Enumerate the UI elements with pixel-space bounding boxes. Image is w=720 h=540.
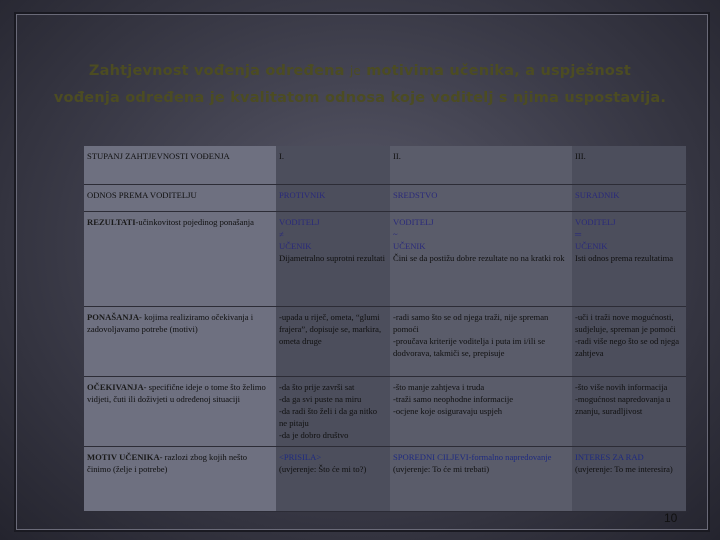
table-row — [84, 377, 686, 447]
table-row — [84, 212, 686, 307]
table-cell: INTERES ZA RAD (uvjerenje: To me interesira) — [572, 447, 686, 512]
table-row — [84, 447, 686, 512]
row-label: STUPANJ ZAHTJEVNOSTI VOĐENJA — [84, 146, 276, 185]
row-label: ODNOS PREMA VODITELJU — [84, 185, 276, 212]
table-cell: -radi samo što se od njega traži, nije spreman pomoći -proučava kriterije voditelja i puta im i/ili se dodvorava, takmiči se, prepisuje — [390, 307, 572, 377]
motivation-table — [84, 146, 686, 512]
table-cell: PROTIVNIK — [276, 185, 390, 212]
table-cell: -što više novih informacija -mogućnost napredovanja u znanju, suradljivost — [572, 377, 686, 447]
table-cell: VODITELJ ~ UČENIK Čini se da postižu dobre rezultate no na kratki rok — [390, 212, 572, 307]
table-cell: -da što prije završi sat -da ga svi puste na miru -da radi što želi i da ga nitko ne pitaju -da je dobro društvo — [276, 377, 390, 447]
table-cell: <PRISILA> (uvjerenje: Što će mi to?) — [276, 447, 390, 512]
row-label: MOTIV UČENIKA- razlozi zbog kojih nešto činimo (želje i potrebe) — [84, 447, 276, 512]
slide-title — [30, 58, 690, 112]
row-label: PONAŠANJA- kojima realiziramo očekivanja i zadovoljavamo potrebe (motivi) — [84, 307, 276, 377]
table-cell: SPOREDNI CILJEVI-formalno napredovanje (uvjerenje: To će mi trebati) — [390, 447, 572, 512]
table-row — [84, 146, 686, 185]
page-number: 10 — [664, 511, 678, 525]
table-cell: -upada u riječ, ometa, “glumi frajera”, dopisuje se, markira, ometa druge — [276, 307, 390, 377]
table-cell: -uči i traži nove mogućnosti, sudjeluje, spreman je pomoći -radi više nego što se od njega zahtjeva — [572, 307, 686, 377]
table-cell: -što manje zahtjeva i truda -traži samo neophodne informacije -ocjene koje osiguravaju uspjeh — [390, 377, 572, 447]
table-cell: III. — [572, 146, 686, 185]
table-cell: VODITELJ ≠ UČENIK Dijametralno suprotni rezultati — [276, 212, 390, 307]
table-cell: SREDSTVO — [390, 185, 572, 212]
title-line-2: vođenja određena je kvalitatom odnosa koje voditelj s njima uspostavija. — [53, 90, 667, 106]
table-cell: II. — [390, 146, 572, 185]
table-row — [84, 185, 686, 212]
row-label: REZULTATI-učinkovitost pojedinog ponašanja — [84, 212, 276, 307]
table-cell: VODITELJ ═ UČENIK Isti odnos prema rezultatima — [572, 212, 686, 307]
row-label: OČEKIVANJA- specifične ideje o tome što želimo vidjeti, čuti ili doživjeti u određenoj situaciji — [84, 377, 276, 447]
title-line-1: Zahtjevnost vođenja određena je motivima učenika, a uspješnost — [88, 63, 632, 79]
table-cell: I. — [276, 146, 390, 185]
table-row — [84, 307, 686, 377]
table-cell: SURADNIK — [572, 185, 686, 212]
